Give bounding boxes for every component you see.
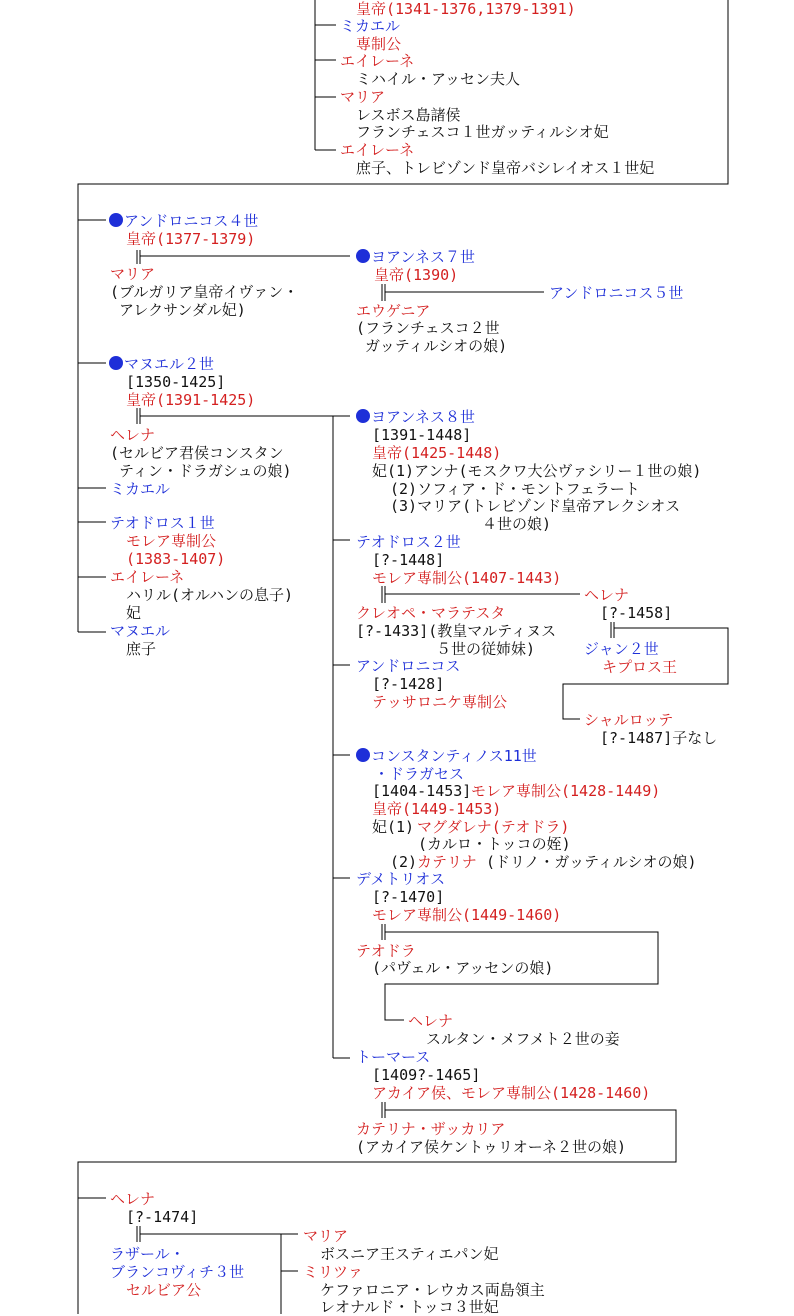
person-thomas[interactable]: トーマース — [356, 1048, 431, 1066]
maria-2-note: ボスニア王スティエパン妃 — [320, 1245, 499, 1263]
person-charlotte[interactable]: シャルロッテ — [584, 711, 674, 729]
eugenia-note-2: ガッティルシオの娘) — [356, 337, 508, 355]
father-title: 皇帝(1341-1376,1379-1391) — [356, 0, 576, 18]
person-helena-dragash[interactable]: ヘレナ — [110, 426, 156, 444]
konstantinos11-wife-1-prefix: 妃(1) — [372, 818, 415, 836]
helena-3-note: スルタン・メフメト２世の妾 — [426, 1030, 620, 1048]
caterina-zaccaria-note: (アカイア侯ケントゥリオーネ２世の娘) — [356, 1138, 626, 1156]
militsa-note: ケファロニア・レウカス両島領主 — [320, 1281, 545, 1299]
helena-4-years: [?-1474] — [126, 1208, 199, 1226]
person-jean2[interactable]: ジャン２世 — [584, 640, 659, 658]
eirene-2-note: 庶子、トレビゾンド皇帝バシレイオス１世妃 — [356, 159, 655, 177]
emperor-marker-icon — [356, 748, 370, 762]
person-michael[interactable]: ミカエル — [340, 17, 401, 35]
person-lazar[interactable]: ラザール・ — [110, 1245, 185, 1263]
person-eugenia[interactable]: エウゲニア — [356, 302, 431, 320]
person-andronikos4[interactable]: アンドロニコス４世 — [124, 212, 259, 230]
maria-bulgaria-note: (ブルガリア皇帝イヴァン・ — [110, 283, 299, 301]
andronikos-title: テッサロニケ専制公 — [372, 693, 508, 711]
konstantinos11-wife-2-prefix: (2) — [390, 853, 418, 871]
ioannes8-wife-2: (2)ソフィア・ド・モントフェラート — [390, 480, 640, 498]
theodoros1-years: (1383-1407) — [126, 550, 226, 568]
emperor-marker-icon — [356, 249, 370, 263]
demetrios-years: [?-1470] — [372, 888, 445, 906]
konstantinos11-title-2: 皇帝(1449-1453) — [372, 800, 502, 818]
person-maria-bulgaria[interactable]: マリア — [110, 265, 156, 283]
cleope-note-2: ５世の従姉妹) — [436, 640, 536, 658]
manuel2-years: [1350-1425] — [126, 373, 226, 391]
ioannes8-wife-3b: ４世の娘) — [482, 515, 552, 533]
emperor-marker-icon — [109, 356, 123, 370]
person-militsa[interactable]: ミリツァ — [303, 1263, 363, 1281]
person-caterina-zaccaria[interactable]: カテリナ・ザッカリア — [356, 1120, 506, 1138]
konstantinos11-title-1: モレア専制公(1428-1449) — [471, 782, 661, 800]
person-helena-2[interactable]: ヘレナ — [584, 586, 630, 604]
ioannes8-wife-3: (3)マリア(トレビゾンド皇帝アレクシオス — [390, 497, 681, 515]
person-maria[interactable]: マリア — [340, 88, 386, 106]
eirene-note: ミハイル・アッセン夫人 — [356, 70, 520, 88]
ioannes7-title: 皇帝(1390) — [374, 266, 459, 284]
thomas-years: [1409?-1465] — [372, 1066, 481, 1084]
person-michael-2[interactable]: ミカエル — [110, 480, 171, 498]
magdalena-note: (カルロ・トッコの姪) — [418, 835, 571, 853]
konstantinos11-name-2: ・ドラガセス — [374, 765, 465, 783]
theodora-note: (パヴェル・アッセンの娘) — [372, 959, 554, 977]
person-konstantinos11[interactable]: コンスタンティノス11世 — [371, 747, 537, 765]
lazar-name-2: ブランコヴィチ３世 — [110, 1263, 245, 1281]
manuel2-title: 皇帝(1391-1425) — [126, 391, 256, 409]
konstantinos11-years: [1404-1453] — [372, 782, 472, 800]
person-andronikos[interactable]: アンドロニコス — [356, 657, 461, 675]
emperor-marker-icon — [109, 213, 123, 227]
andronikos-years: [?-1428] — [372, 675, 445, 693]
eirene-3-note-2: 妃 — [126, 604, 142, 622]
ioannes8-wife-1: 妃(1)アンナ(モスクワ大公ヴァシリー１世の娘) — [372, 462, 702, 480]
person-helena-4[interactable]: ヘレナ — [110, 1190, 156, 1208]
helena-dragash-note: (セルビア君侯コンスタン — [110, 444, 284, 462]
emperor-marker-icon — [356, 409, 370, 423]
andronikos4-title: 皇帝(1377-1379) — [126, 230, 256, 248]
person-theodoros2[interactable]: テオドロス２世 — [356, 533, 461, 551]
person-eirene[interactable]: エイレーネ — [340, 52, 415, 70]
manuel-note: 庶子 — [126, 640, 157, 658]
ioannes8-years: [1391-1448] — [372, 426, 472, 444]
caterina-note: (ドリノ・ガッティルシオの娘) — [486, 853, 697, 871]
militsa-note-2: レオナルド・トッコ３世妃 — [320, 1298, 499, 1316]
helena-2-years: [?-1458] — [600, 604, 673, 622]
ioannes8-title: 皇帝(1425-1448) — [372, 444, 502, 462]
person-manuel2[interactable]: マヌエル２世 — [124, 355, 215, 373]
jean2-title: キプロス王 — [602, 658, 678, 676]
person-andronikos5[interactable]: アンドロニコス５世 — [549, 284, 684, 302]
eirene-3-note: ハリル(オルハンの息子) — [126, 586, 294, 604]
helena-dragash-note-2: ティン・ドラガシュの娘) — [110, 462, 292, 480]
person-caterina[interactable]: カテリナ — [417, 853, 477, 871]
lazar-title: セルビア公 — [126, 1281, 202, 1299]
person-theodoros1[interactable]: テオドロス１世 — [110, 514, 215, 532]
theodoros1-title: モレア専制公 — [126, 532, 217, 550]
theodoros2-years: [?-1448] — [372, 551, 445, 569]
cleope-note: [?-1433](教皇マルティヌス — [356, 622, 557, 640]
person-helena-3[interactable]: ヘレナ — [408, 1012, 454, 1030]
demetrios-title: モレア専制公(1449-1460) — [372, 906, 562, 924]
person-eirene-3[interactable]: エイレーネ — [110, 568, 185, 586]
person-ioannes8[interactable]: ヨアンネス８世 — [371, 408, 475, 426]
person-maria-2[interactable]: マリア — [303, 1227, 349, 1245]
person-manuel[interactable]: マヌエル — [110, 622, 171, 640]
person-demetrios[interactable]: デメトリオス — [356, 870, 446, 888]
charlotte-note: [?-1487]子なし — [600, 729, 718, 747]
theodoros2-title: モレア専制公(1407-1443) — [372, 569, 562, 587]
eugenia-note: (フランチェスコ２世 — [356, 319, 500, 337]
person-magdalena[interactable]: マグダレナ(テオドラ) — [417, 818, 570, 836]
maria-note: レスボス島諸侯 — [356, 106, 461, 124]
thomas-title: アカイア侯、モレア専制公(1428-1460) — [372, 1084, 651, 1102]
person-cleope[interactable]: クレオペ・マラテスタ — [356, 604, 506, 622]
person-ioannes7[interactable]: ヨアンネス７世 — [371, 248, 475, 266]
maria-bulgaria-note-2: アレクサンダル妃) — [110, 301, 246, 319]
maria-note-2: フランチェスコ１世ガッティルシオ妃 — [356, 123, 609, 141]
person-eirene-2[interactable]: エイレーネ — [340, 141, 415, 159]
michael-title: 専制公 — [356, 35, 402, 53]
person-theodora[interactable]: テオドラ — [356, 942, 416, 960]
